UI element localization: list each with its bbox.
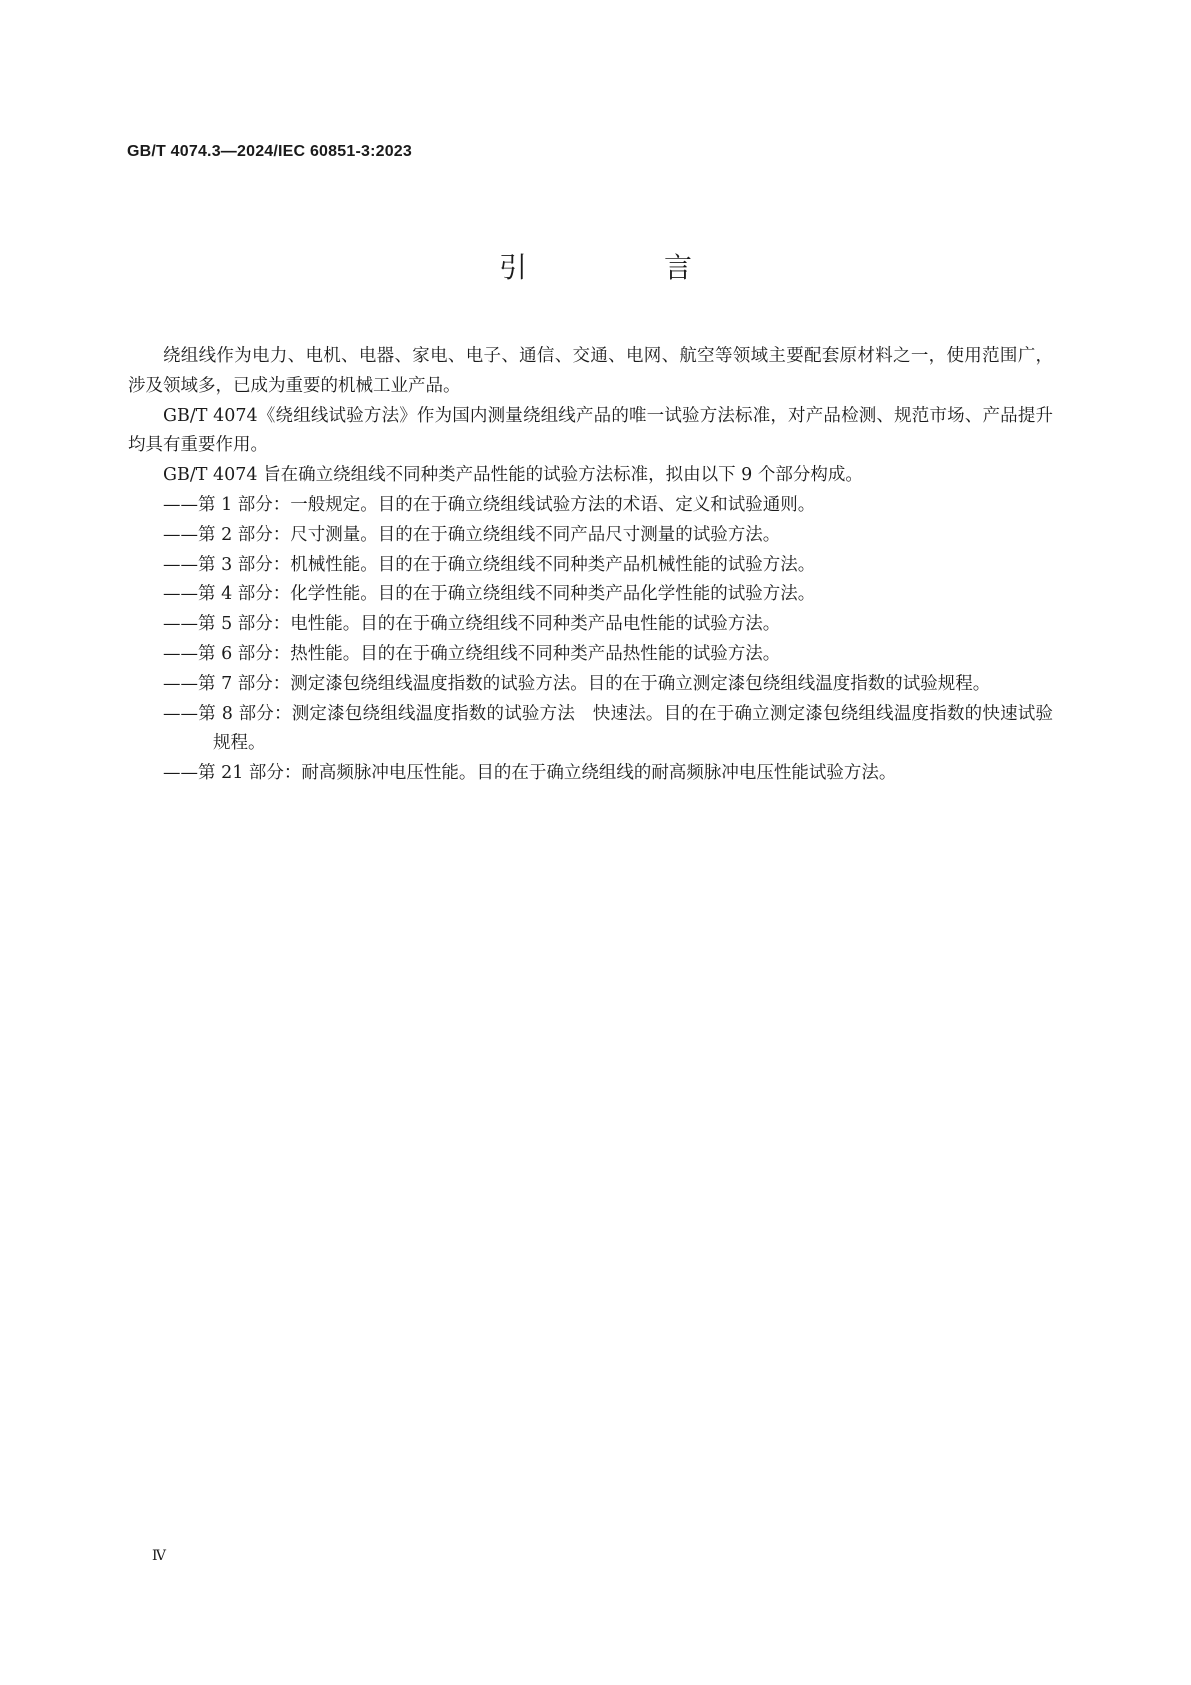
part-list-item: ——第 7 部分：测定漆包绕组线温度指数的试验方法。目的在于确立测定漆包绕组线温度指数的试验规程。 (163, 673, 991, 694)
page-title: 引 言 (499, 251, 756, 284)
part-list-item: ——第 4 部分：化学性能。目的在于确立绕组线不同种类产品化学性能的试验方法。 (163, 584, 816, 605)
part-list-item: ——第 5 部分：电性能。目的在于确立绕组线不同种类产品电性能的试验方法。 (163, 614, 781, 635)
standard-code-header: GB/T 4074.3—2024/IEC 60851-3:2023 (127, 143, 412, 160)
page-number: Ⅳ (152, 1548, 166, 1564)
part-list-item: ——第 8 部分：测定漆包绕组线温度指数的试验方法 快速法。目的在于确立测定漆包绕组线温度指数的快速试验规程。 (163, 703, 1053, 754)
intro-paragraph: GB/T 4074 旨在确立绕组线不同种类产品性能的试验方法标准，拟由以下 9 个部分构成。 (163, 465, 863, 486)
introduction-body (128, 342, 1053, 789)
intro-paragraph: GB/T 4074《绕组线试验方法》作为国内测量绕组线产品的唯一试验方法标准，对产品检测、规范市场、产品提升均具有重要作用。 (128, 405, 1053, 456)
intro-paragraph: 绕组线作为电力、电机、电器、家电、电子、通信、交通、电网、航空等领域主要配套原材料之一，使用范围广，涉及领域多，已成为重要的机械工业产品。 (128, 346, 1053, 396)
part-list-item: ——第 2 部分：尺寸测量。目的在于确立绕组线不同产品尺寸测量的试验方法。 (163, 524, 781, 545)
part-list-item: ——第 21 部分：耐高频脉冲电压性能。目的在于确立绕组线的耐高频脉冲电压性能试验方法。 (163, 763, 897, 784)
part-list-item: ——第 3 部分：机械性能。目的在于确立绕组线不同种类产品机械性能的试验方法。 (163, 554, 816, 575)
part-list-item: ——第 6 部分：热性能。目的在于确立绕组线不同种类产品热性能的试验方法。 (163, 643, 781, 664)
part-list-item: ——第 1 部分：一般规定。目的在于确立绕组线试验方法的术语、定义和试验通则。 (163, 494, 816, 515)
